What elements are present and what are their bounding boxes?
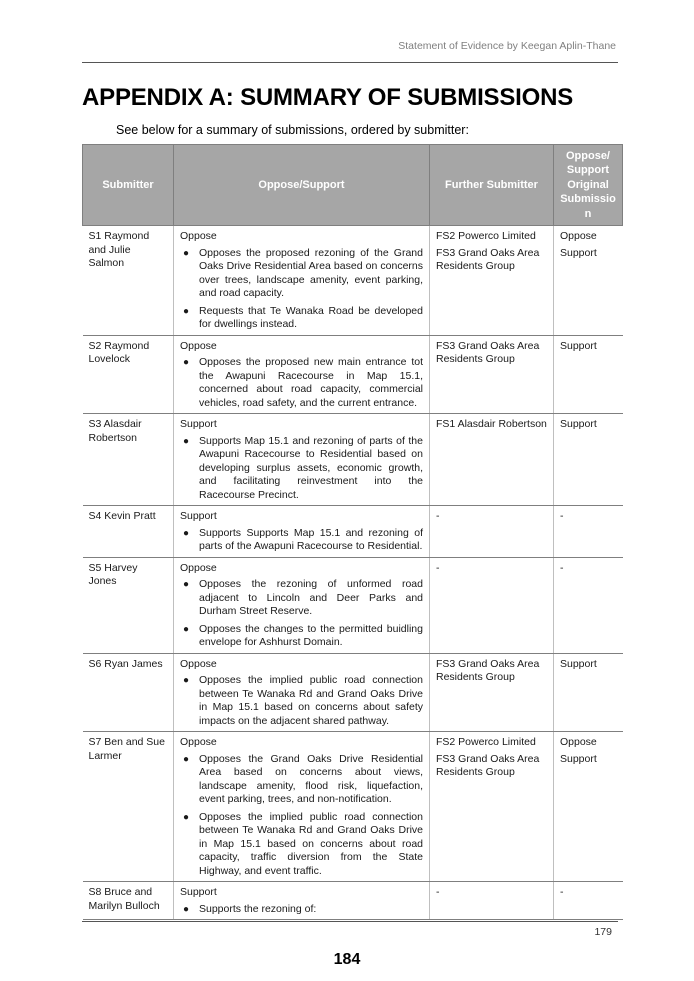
bullet-dot-icon: ● (183, 811, 190, 823)
further-submitter-cell (430, 557, 554, 653)
bullet-dot-icon: ● (183, 527, 190, 539)
further-submitter: - (436, 561, 440, 574)
bullet-dot-icon: ● (183, 579, 190, 590)
point-text: Opposes the proposed new main entrance tot the Awapuni Racecourse in Map 15.1, concerned about road capacity, commercial vehicles, road safety, and the current entrance. (199, 356, 423, 409)
further-submitter: FS3 Grand Oaks Area Residents Group (436, 657, 540, 683)
original-stance: Support (560, 657, 597, 670)
original-stance: - (560, 886, 564, 898)
submitter-cell: S7 Ben and Sue Larmer (83, 732, 174, 882)
original-stance-cell (554, 653, 623, 732)
stance-label: Support (180, 418, 217, 430)
original-stance: Oppose (560, 230, 597, 242)
bullet-dot-icon: ● (183, 623, 190, 635)
submitter-cell: S3 Alasdair Robertson (83, 414, 174, 506)
table-row (83, 414, 623, 506)
bullet-dot-icon: ● (183, 903, 190, 915)
bullet-dot-icon: ● (183, 305, 190, 317)
bullet-dot-icon: ● (183, 753, 190, 765)
submitter-cell: S8 Bruce and Marilyn Bulloch (83, 882, 174, 920)
further-submitter-cell (430, 653, 554, 732)
stance-label: Oppose (180, 230, 217, 242)
further-submitter-cell (430, 335, 554, 414)
further-submitter-cell (430, 414, 554, 506)
point-text: Requests that Te Wanaka Road be developed for dwellings instead. (199, 304, 423, 330)
point-text: Supports Supports Map 15.1 and rezoning of parts of the Awapuni Racecourse to Residential. (199, 526, 423, 552)
list-item (180, 305, 423, 332)
list-item (180, 435, 423, 503)
page-number: 179 (594, 926, 612, 938)
submitter-cell: S1 Raymond and Julie Salmon (83, 226, 174, 336)
column-header-submitter: Submitter (83, 145, 174, 226)
bullet-dot-icon: ● (183, 247, 190, 259)
further-submitter: FS3 Grand Oaks Area Residents Group (436, 339, 540, 365)
position-cell (174, 882, 430, 920)
point-text: Opposes the implied public road connection between Te Wanaka Rd and Grand Oaks Drive in Map 15.1 based on concerns about safety impacts on the adjacent shared pathway. (199, 674, 423, 727)
original-stance: Support (560, 246, 597, 259)
further-submitter-cell (430, 882, 554, 920)
point-text: Supports the rezoning of: (199, 902, 317, 915)
column-header-oppose-support: Oppose/Support (174, 145, 430, 226)
list-item (180, 356, 423, 410)
point-text: Supports Map 15.1 and rezoning of parts of the Awapuni Racecourse to Residential based on developing surplus assets, economic growth, and facilitating reinvestment into the Racecourse Precinct. (199, 434, 423, 501)
original-stance-cell (554, 882, 623, 920)
stance-label: Oppose (180, 657, 217, 670)
position-cell (174, 414, 430, 506)
further-submitter-cell (430, 226, 554, 336)
further-submitter: FS3 Grand Oaks Area Residents Group (436, 752, 540, 778)
summary-points (180, 903, 423, 917)
column-header-original-stance: Oppose/ Support Original Submissio n (554, 145, 623, 226)
table-row (83, 732, 623, 882)
further-submitter: FS1 Alasdair Robertson (436, 418, 547, 430)
bullet-dot-icon: ● (183, 357, 190, 368)
intro-text: See below for a summary of submissions, ordered by submitter: (116, 123, 469, 137)
original-stance-cell (554, 226, 623, 336)
submitter-cell: S5 Harvey Jones (83, 557, 174, 653)
summary-points (180, 356, 423, 410)
further-submitter: FS2 Powerco Limited (436, 736, 536, 748)
table-header-row (83, 145, 623, 226)
original-stance: - (560, 561, 564, 574)
list-item (180, 811, 423, 879)
summary-points (180, 578, 423, 650)
original-stance: Oppose (560, 736, 597, 748)
list-item (180, 247, 423, 301)
point-text: Opposes the rezoning of unformed road adjacent to Lincoln and Deer Parks and Durham Street Reserve. (199, 578, 423, 617)
further-submitter: - (436, 510, 440, 522)
original-stance: - (560, 510, 564, 522)
stance-label: Oppose (180, 339, 217, 352)
table-row (83, 882, 623, 920)
original-stance-cell (554, 335, 623, 414)
further-submitter-cell (430, 732, 554, 882)
point-text: Opposes the Grand Oaks Drive Residential Area based on concerns about views, landscape amenity, flood risk, liquefaction, event parking, trees, and non-notification. (199, 752, 423, 805)
point-text: Opposes the proposed rezoning of the Grand Oaks Drive Residential Area based on concerns over trees, landscape amenity, event parking, and road capacity. (199, 246, 423, 299)
list-item (180, 674, 423, 728)
summary-points (180, 435, 423, 503)
header-divider (82, 62, 618, 63)
original-stance-cell (554, 557, 623, 653)
bullet-dot-icon: ● (183, 675, 190, 686)
position-cell (174, 226, 430, 336)
column-header-further-submitter: Further Submitter (430, 145, 554, 226)
further-submitter: FS3 Grand Oaks Area Residents Group (436, 246, 540, 272)
table-row (83, 557, 623, 653)
table-row (83, 226, 623, 336)
table-row (83, 335, 623, 414)
list-item (180, 753, 423, 807)
submitter-cell: S2 Raymond Lovelock (83, 335, 174, 414)
bates-number: 184 (333, 951, 361, 968)
summary-points (180, 247, 423, 332)
stance-label: Oppose (180, 736, 217, 748)
submitter-cell: S4 Kevin Pratt (83, 506, 174, 558)
table-body (83, 226, 623, 920)
original-stance: Support (560, 752, 597, 765)
summary-points (180, 527, 423, 554)
running-header: Statement of Evidence by Keegan Aplin-Thane (398, 40, 616, 52)
list-item (180, 578, 423, 619)
point-text: Opposes the changes to the permitted buidling envelope for Ashhurst Domain. (199, 622, 423, 648)
submitter-cell: S6 Ryan James (83, 653, 174, 732)
further-submitter: FS2 Powerco Limited (436, 230, 536, 242)
position-cell (174, 653, 430, 732)
footer-divider (82, 921, 618, 922)
summary-points (180, 753, 423, 879)
position-cell (174, 557, 430, 653)
bullet-dot-icon: ● (183, 435, 190, 447)
further-submitter: - (436, 886, 440, 898)
original-stance-cell (554, 732, 623, 882)
point-text: Opposes the implied public road connection between Te Wanaka Rd and Grand Oaks Drive in Map 15.1 based on concerns about road capacity, traffic diversion from the State Highway, and event traffic. (199, 810, 423, 877)
summary-points (180, 674, 423, 728)
further-submitter-cell (430, 506, 554, 558)
position-cell (174, 732, 430, 882)
list-item (180, 903, 423, 917)
list-item (180, 623, 423, 650)
submissions-table (82, 144, 623, 920)
stance-label: Support (180, 510, 217, 522)
list-item (180, 527, 423, 554)
position-cell (174, 335, 430, 414)
original-stance: Support (560, 418, 597, 430)
original-stance: Support (560, 339, 597, 352)
original-stance-cell (554, 506, 623, 558)
stance-label: Support (180, 886, 217, 898)
table-row (83, 506, 623, 558)
table-row (83, 653, 623, 732)
original-stance-cell (554, 414, 623, 506)
position-cell (174, 506, 430, 558)
page-title: APPENDIX A: SUMMARY OF SUBMISSIONS (82, 84, 574, 111)
stance-label: Oppose (180, 561, 217, 574)
